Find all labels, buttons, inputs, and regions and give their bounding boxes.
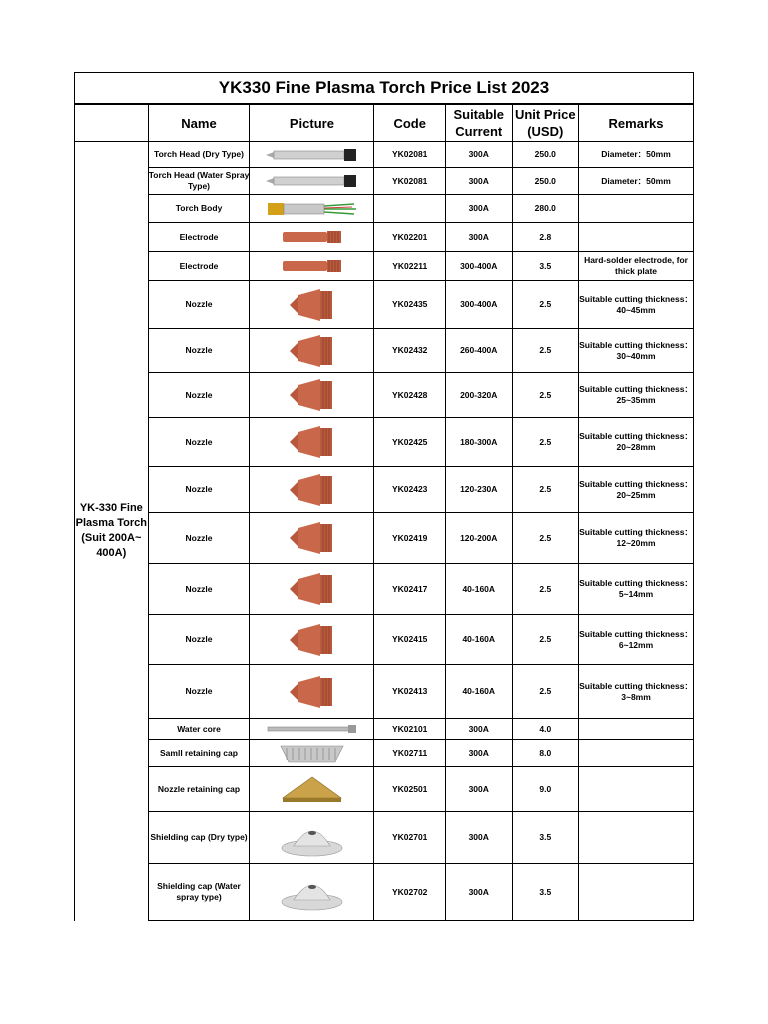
- nozzle-icon: [250, 672, 373, 712]
- item-name: Torch Head (Water Spray Type): [148, 168, 250, 195]
- item-current: 300A: [445, 195, 512, 223]
- item-current: 300A: [445, 740, 512, 767]
- table-row: [75, 168, 694, 195]
- item-picture: [250, 513, 374, 564]
- item-code: YK02711: [374, 740, 446, 767]
- item-code: YK02415: [374, 615, 446, 665]
- item-price: 2.5: [512, 373, 579, 418]
- item-remarks: [579, 767, 694, 812]
- item-remarks: [579, 740, 694, 767]
- group-label: YK-330 Fine Plasma Torch (Suit 200A~ 400A): [75, 142, 149, 921]
- item-current: 300A: [445, 812, 512, 864]
- table-row: [75, 142, 694, 168]
- item-remarks: Suitable cutting thickness：30~40mm: [579, 329, 694, 373]
- item-code: YK02419: [374, 513, 446, 564]
- item-name: Nozzle: [148, 665, 250, 719]
- table-row: [75, 513, 694, 564]
- item-picture: [250, 615, 374, 665]
- item-remarks: Suitable cutting thickness：25~35mm: [579, 373, 694, 418]
- item-code: YK02702: [374, 864, 446, 921]
- item-picture: [250, 812, 374, 864]
- item-remarks: Suitable cutting thickness：20~28mm: [579, 418, 694, 467]
- item-code: YK02425: [374, 418, 446, 467]
- item-name: Torch Body: [148, 195, 250, 223]
- item-name: Shielding cap (Dry type): [148, 812, 250, 864]
- item-price: 3.5: [512, 252, 579, 281]
- item-picture: [250, 168, 374, 195]
- item-picture: [250, 195, 374, 223]
- item-name: Shielding cap (Water spray type): [148, 864, 250, 921]
- item-price: 8.0: [512, 740, 579, 767]
- table-row: [75, 767, 694, 812]
- item-remarks: [579, 223, 694, 252]
- table-row: [75, 564, 694, 615]
- item-name: Nozzle: [148, 373, 250, 418]
- item-current: 300A: [445, 767, 512, 812]
- item-current: 300-400A: [445, 281, 512, 329]
- item-picture: [250, 767, 374, 812]
- item-name: Torch Head (Dry Type): [148, 142, 250, 168]
- item-remarks: [579, 812, 694, 864]
- item-picture: [250, 719, 374, 740]
- item-current: 40-160A: [445, 665, 512, 719]
- item-picture: [250, 252, 374, 281]
- header-code: Code: [374, 105, 446, 142]
- item-picture: [250, 467, 374, 513]
- nozzle-icon: [250, 569, 373, 609]
- nozzle-icon: [250, 470, 373, 510]
- item-picture: [250, 281, 374, 329]
- item-name: Nozzle: [148, 564, 250, 615]
- item-picture: [250, 142, 374, 168]
- item-price: 3.5: [512, 812, 579, 864]
- shielding-cap-icon: [250, 872, 373, 912]
- sheet-title: YK330 Fine Plasma Torch Price List 2023: [74, 72, 694, 104]
- electrode-icon: [250, 227, 373, 247]
- item-name: Nozzle: [148, 281, 250, 329]
- item-picture: [250, 564, 374, 615]
- price-table: [74, 104, 694, 921]
- item-price: 4.0: [512, 719, 579, 740]
- table-row: [75, 719, 694, 740]
- retaining-cap-icon: [250, 742, 373, 764]
- item-current: 40-160A: [445, 615, 512, 665]
- item-name: Nozzle: [148, 467, 250, 513]
- item-price: 2.5: [512, 329, 579, 373]
- torch-body-icon: [250, 199, 373, 219]
- item-code: YK02081: [374, 142, 446, 168]
- item-name: Water core: [148, 719, 250, 740]
- item-code: YK02435: [374, 281, 446, 329]
- item-code: YK02701: [374, 812, 446, 864]
- nozzle-retaining-cap-icon: [250, 774, 373, 804]
- item-remarks: Diameter：50mm: [579, 142, 694, 168]
- item-name: Electrode: [148, 223, 250, 252]
- item-price: 280.0: [512, 195, 579, 223]
- item-name: Nozzle: [148, 329, 250, 373]
- shielding-cap-icon: [250, 818, 373, 858]
- item-current: 260-400A: [445, 329, 512, 373]
- table-row: [75, 615, 694, 665]
- item-remarks: [579, 719, 694, 740]
- table-row: [75, 195, 694, 223]
- header-name: Name: [148, 105, 250, 142]
- item-picture: [250, 665, 374, 719]
- water-core-icon: [250, 724, 373, 734]
- item-code: YK02432: [374, 329, 446, 373]
- header-current: Suitable Current: [445, 105, 512, 142]
- header-picture: Picture: [250, 105, 374, 142]
- item-name: Nozzle retaining cap: [148, 767, 250, 812]
- item-code: [374, 195, 446, 223]
- table-row: [75, 740, 694, 767]
- item-name: Nozzle: [148, 615, 250, 665]
- item-code: YK02501: [374, 767, 446, 812]
- item-current: 300A: [445, 864, 512, 921]
- item-remarks: Hard-solder electrode, for thick plate: [579, 252, 694, 281]
- item-code: YK02417: [374, 564, 446, 615]
- item-picture: [250, 373, 374, 418]
- item-code: YK02423: [374, 467, 446, 513]
- table-row: [75, 281, 694, 329]
- header-remarks: Remarks: [579, 105, 694, 142]
- table-row: [75, 329, 694, 373]
- item-code: YK02413: [374, 665, 446, 719]
- nozzle-icon: [250, 375, 373, 415]
- header-blank: [75, 105, 149, 142]
- item-current: 300-400A: [445, 252, 512, 281]
- item-current: 300A: [445, 168, 512, 195]
- item-remarks: [579, 864, 694, 921]
- item-remarks: Suitable cutting thickness：6~12mm: [579, 615, 694, 665]
- item-price: 2.5: [512, 564, 579, 615]
- item-price: 2.5: [512, 467, 579, 513]
- item-price: 250.0: [512, 142, 579, 168]
- torch-head-icon: [250, 173, 373, 189]
- electrode-icon: [250, 256, 373, 276]
- item-picture: [250, 864, 374, 921]
- item-price: 2.8: [512, 223, 579, 252]
- table-row: [75, 418, 694, 467]
- item-price: 250.0: [512, 168, 579, 195]
- item-current: 300A: [445, 223, 512, 252]
- item-name: Electrode: [148, 252, 250, 281]
- item-current: 40-160A: [445, 564, 512, 615]
- table-row: [75, 373, 694, 418]
- item-picture: [250, 223, 374, 252]
- item-remarks: Suitable cutting thickness：12~20mm: [579, 513, 694, 564]
- item-name: Nozzle: [148, 513, 250, 564]
- nozzle-icon: [250, 518, 373, 558]
- item-current: 300A: [445, 719, 512, 740]
- item-current: 200-320A: [445, 373, 512, 418]
- table-row: [75, 467, 694, 513]
- nozzle-icon: [250, 422, 373, 462]
- item-current: 120-230A: [445, 467, 512, 513]
- header-row: [75, 105, 694, 142]
- table-row: [75, 812, 694, 864]
- item-remarks: Suitable cutting thickness：3~8mm: [579, 665, 694, 719]
- nozzle-icon: [250, 285, 373, 325]
- table-row: [75, 665, 694, 719]
- item-code: YK02201: [374, 223, 446, 252]
- table-row: [75, 223, 694, 252]
- nozzle-icon: [250, 620, 373, 660]
- table-row: [75, 864, 694, 921]
- price-sheet: [74, 72, 694, 921]
- item-remarks: Diameter：50mm: [579, 168, 694, 195]
- item-price: 9.0: [512, 767, 579, 812]
- item-price: 2.5: [512, 418, 579, 467]
- item-price: 2.5: [512, 281, 579, 329]
- item-remarks: Suitable cutting thickness：20~25mm: [579, 467, 694, 513]
- item-code: YK02428: [374, 373, 446, 418]
- torch-head-icon: [250, 147, 373, 163]
- item-picture: [250, 329, 374, 373]
- item-remarks: [579, 195, 694, 223]
- item-current: 120-200A: [445, 513, 512, 564]
- item-price: 2.5: [512, 615, 579, 665]
- item-name: Samll retaining cap: [148, 740, 250, 767]
- item-code: YK02081: [374, 168, 446, 195]
- item-code: YK02101: [374, 719, 446, 740]
- item-picture: [250, 418, 374, 467]
- item-picture: [250, 740, 374, 767]
- item-name: Nozzle: [148, 418, 250, 467]
- item-current: 300A: [445, 142, 512, 168]
- header-price: Unit Price (USD): [512, 105, 579, 142]
- item-code: YK02211: [374, 252, 446, 281]
- nozzle-icon: [250, 331, 373, 371]
- item-price: 3.5: [512, 864, 579, 921]
- item-price: 2.5: [512, 665, 579, 719]
- item-price: 2.5: [512, 513, 579, 564]
- item-current: 180-300A: [445, 418, 512, 467]
- item-remarks: Suitable cutting thickness：5~14mm: [579, 564, 694, 615]
- item-remarks: Suitable cutting thickness：40~45mm: [579, 281, 694, 329]
- table-row: [75, 252, 694, 281]
